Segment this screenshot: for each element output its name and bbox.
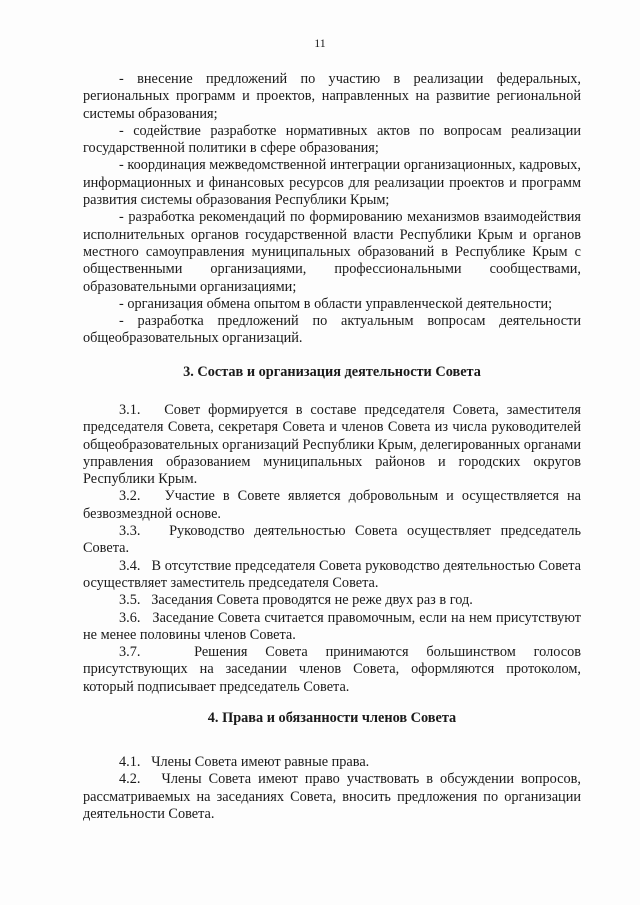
list-item: - внесение предложений по участию в реализации федеральных, региональных программ и проектов, направленных на развитие региональной системы образования; [83,71,581,122]
clause-number: 3.2. [119,488,141,505]
clause [83,488,581,523]
clause-number: 4.1. [119,754,141,770]
list-item: - содействие разработке нормативных актов по вопросам реализации государственной политики в сфере образования; [83,122,581,157]
clause-text: Руководство деятельностью Совета осуществляет председатель Совета. [83,523,581,557]
section-3 [83,364,581,398]
section-heading: 3. Состав и организация деятельности Совета [183,364,481,380]
list-item: - координация межведомственной интеграции организационных, кадровых, информационных и финансовых ресурсов для реализации проектов и программ развития системы образования Республики Крым; [83,157,581,209]
function-list [83,71,581,348]
list-item: - организация обмена опытом в области управленческой деятельности; [119,295,553,312]
clause-number: 3.5. [119,592,141,609]
clause-number: 3.6. [119,609,141,626]
clause-text: Члены Совета имеют равные права. [151,754,370,770]
clause [83,771,581,823]
clause [83,402,581,488]
section-heading: 4. Права и обязанности членов Совета [207,710,457,726]
clause-number: 3.3. [119,523,141,540]
clause [83,592,581,609]
clause [83,610,581,645]
clause [83,523,581,558]
section-3-items [83,402,581,696]
clause-number: 4.2. [119,771,141,788]
clause [83,754,581,771]
clause-number: 3.1. [119,402,141,418]
list-item: - разработка предложений по актуальным вопросам деятельности общеобразовательных организаций. [83,313,581,347]
clause [83,558,581,593]
page-number: 11 [314,36,326,50]
section-4 [83,710,581,727]
clause-text: Члены Совета имеют право участвовать в обсуждении вопросов, рассматриваемых на заседаниях Совета, вносить предложения по организации деятельности Совета. [83,771,581,822]
clause-text: В отсутствие председателя Совета руководство деятельностью Совета осуществляет заместитель председателя Совета. [83,557,581,591]
clause-text: Заседания Совета проводятся не реже двух раз в год. [151,592,473,609]
clause-text: Участие в Совете является добровольным и осуществляется на безвозмездной основе. [83,488,581,522]
clause [83,644,581,696]
section-4-items [83,754,581,823]
clause-text: Решения Совета принимаются большинством голосов присутствующих на заседании членов Совета, оформляются протоколом, который подписывает председатель Совета. [83,644,581,695]
list-item: - разработка рекомендаций по формированию механизмов взаимодействия исполнительных органов государственной власти Республики Крым и органов местного самоуправления муниципальных образований в Республике Крым с общественными организациями, профессиональными сообществами, образовательными организациями; [83,209,581,295]
clause-number: 3.7. [119,644,141,661]
clause-number: 3.4. [119,557,141,574]
clause-text: Заседание Совета считается правомочным, если на нем присутствуют не менее половины членов Совета. [83,609,581,643]
clause-text: Совет формируется в составе председателя Совета, заместителя председателя Совета, секретаря Совета и членов Совета из числа руководителей общеобразовательных организаций Республики Крым, делегированных органами управления образованием муниципальных районов и городских округов Республики Крым. [83,402,581,488]
